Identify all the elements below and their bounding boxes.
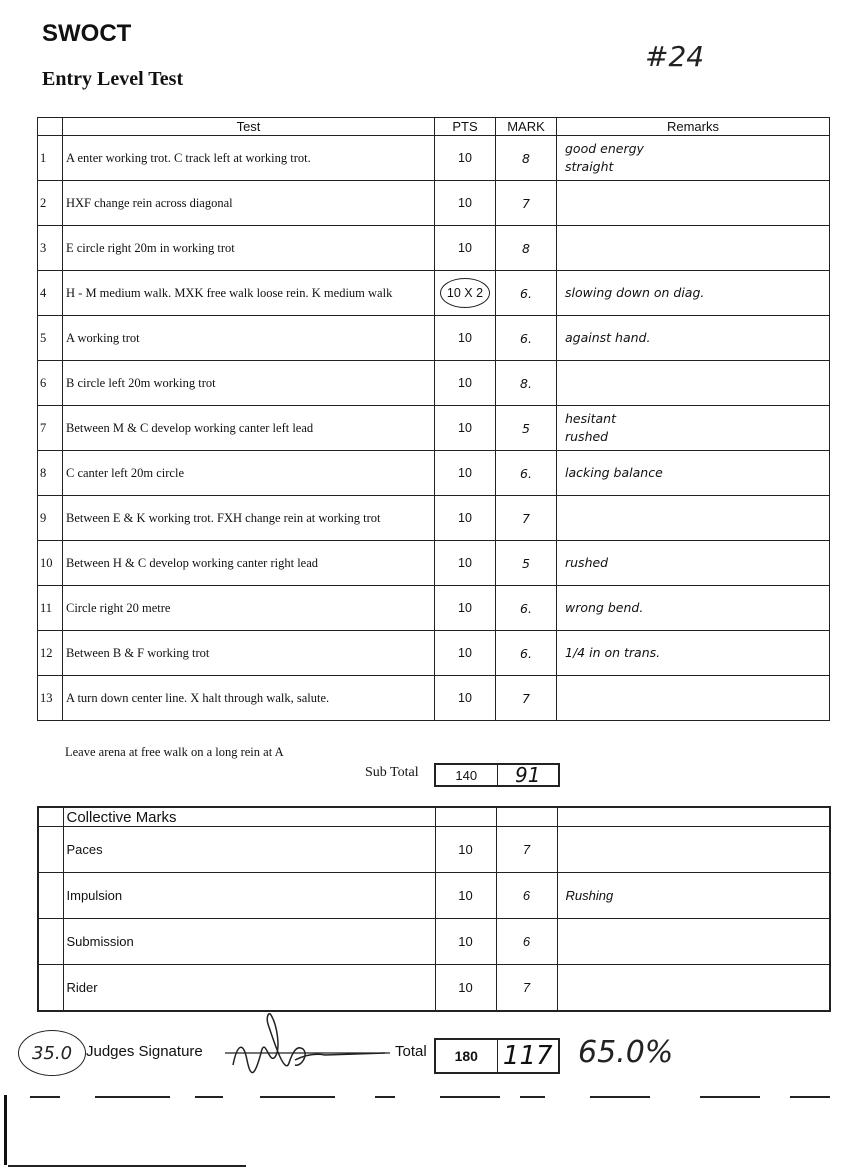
movement-number: 6 [38, 361, 63, 406]
signature-label: Judges Signature [86, 1043, 203, 1060]
divider [30, 1096, 60, 1098]
collective-mark: 6 [496, 873, 557, 919]
collective-marks-table [37, 806, 831, 1012]
points-value: 10 [458, 331, 472, 345]
collective-remark [557, 919, 830, 965]
subtotal-mark: 91 [497, 765, 559, 785]
movement-mark: 6. [496, 271, 557, 316]
movement-description: Between B & F working trot [63, 631, 435, 676]
movement-remark [557, 496, 830, 541]
points-value: 10 [458, 376, 472, 390]
collective-remark: Rushing [557, 873, 830, 919]
points-value: 10 [458, 556, 472, 570]
collective-label: Rider [63, 965, 435, 1012]
points-value: 10 [458, 646, 472, 660]
movement-number: 5 [38, 316, 63, 361]
movement-remark: wrong bend. [557, 586, 830, 631]
points-value: 10 [458, 421, 472, 435]
collective-blank-cell [38, 807, 63, 827]
movement-mark: 6. [496, 451, 557, 496]
collective-row [38, 827, 830, 873]
collective-blank-cell [496, 807, 557, 827]
points-value: 10 X 2 [440, 278, 490, 308]
movement-points [435, 361, 496, 406]
table-row [38, 136, 830, 181]
movement-description: Between M & C develop working canter left lead [63, 406, 435, 451]
total-mark: 117 [497, 1040, 559, 1072]
movement-points [435, 586, 496, 631]
divider [375, 1096, 395, 1098]
total-box [434, 1038, 560, 1074]
movement-number: 10 [38, 541, 63, 586]
divider [700, 1096, 760, 1098]
movement-number: 1 [38, 136, 63, 181]
judge-signature [225, 1005, 390, 1085]
points-value: 10 [458, 601, 472, 615]
movement-mark: 8. [496, 361, 557, 406]
movement-description: H - M medium walk. MXK free walk loose rein. K medium walk [63, 271, 435, 316]
movement-points [435, 676, 496, 721]
movement-mark: 7 [496, 676, 557, 721]
collective-remark [557, 965, 830, 1012]
movement-number: 7 [38, 406, 63, 451]
points-value: 10 [458, 691, 472, 705]
movement-description: E circle right 20m in working trot [63, 226, 435, 271]
divider [520, 1096, 545, 1098]
test-movements-table [37, 117, 830, 721]
movement-mark: 6. [496, 631, 557, 676]
collective-label: Paces [63, 827, 435, 873]
movement-points [435, 541, 496, 586]
movement-description: HXF change rein across diagonal [63, 181, 435, 226]
divider [95, 1096, 170, 1098]
test-name: Entry Level Test [42, 68, 184, 90]
movement-points [435, 271, 496, 316]
collective-points: 10 [435, 965, 496, 1012]
table-row [38, 361, 830, 406]
movement-mark: 5 [496, 541, 557, 586]
divider [590, 1096, 650, 1098]
collective-blank-cell [557, 807, 830, 827]
bottom-rule [8, 1165, 246, 1167]
collective-mark: 6 [496, 919, 557, 965]
movement-remark [557, 181, 830, 226]
collective-points: 10 [435, 919, 496, 965]
collective-blank-cell [435, 807, 496, 827]
collective-points: 10 [435, 827, 496, 873]
leave-arena-note: Leave arena at free walk on a long rein at A [65, 745, 284, 759]
movement-description: Circle right 20 metre [63, 586, 435, 631]
movement-points [435, 316, 496, 361]
movement-remark: hesitant rushed [557, 406, 830, 451]
collective-row [38, 919, 830, 965]
collective-remark [557, 827, 830, 873]
collective-title: Collective Marks [63, 807, 435, 827]
collective-blank-cell [38, 965, 63, 1012]
table-row [38, 541, 830, 586]
subtotal-box [434, 763, 560, 787]
movement-points [435, 136, 496, 181]
entry-number: #24 [645, 40, 705, 73]
movement-number: 3 [38, 226, 63, 271]
collective-blank-cell [38, 919, 63, 965]
movement-remark: lacking balance [557, 451, 830, 496]
movement-points [435, 451, 496, 496]
points-value: 10 [458, 241, 472, 255]
divider [195, 1096, 223, 1098]
points-value: 10 [458, 511, 472, 525]
movement-points [435, 181, 496, 226]
table-row [38, 631, 830, 676]
movement-description: A working trot [63, 316, 435, 361]
movement-remark [557, 226, 830, 271]
points-value: 10 [458, 196, 472, 210]
scan-edge [4, 1095, 7, 1165]
movement-description: B circle left 20m working trot [63, 361, 435, 406]
column-header-blank [38, 118, 63, 136]
collective-mark: 7 [496, 965, 557, 1012]
movement-remark: slowing down on diag. [557, 271, 830, 316]
table-row [38, 181, 830, 226]
movement-number: 11 [38, 586, 63, 631]
table-header-row [38, 118, 830, 136]
movement-number: 12 [38, 631, 63, 676]
movement-mark: 7 [496, 496, 557, 541]
movement-number: 8 [38, 451, 63, 496]
subtotal-label: Sub Total [365, 765, 419, 780]
collective-label: Impulsion [63, 873, 435, 919]
circled-collective-score: 35.0 [18, 1030, 86, 1076]
divider [260, 1096, 335, 1098]
table-row [38, 451, 830, 496]
movement-number: 9 [38, 496, 63, 541]
movement-description: A turn down center line. X halt through walk, salute. [63, 676, 435, 721]
movement-mark: 7 [496, 181, 557, 226]
table-row [38, 316, 830, 361]
table-row [38, 496, 830, 541]
column-header-pts: PTS [435, 118, 496, 136]
movement-remark [557, 676, 830, 721]
final-percentage: 65.0% [578, 1035, 674, 1070]
points-value: 10 [458, 151, 472, 165]
movement-remark [557, 361, 830, 406]
movement-points [435, 496, 496, 541]
movement-number: 4 [38, 271, 63, 316]
movement-description: A enter working trot. C track left at working trot. [63, 136, 435, 181]
form-title: SWOCT [42, 20, 132, 47]
table-row [38, 271, 830, 316]
collective-blank-cell [38, 873, 63, 919]
collective-points: 10 [435, 873, 496, 919]
subtotal-pts: 140 [455, 767, 478, 783]
movement-description: Between E & K working trot. FXH change rein at working trot [63, 496, 435, 541]
collective-header-row [38, 807, 830, 827]
collective-row [38, 873, 830, 919]
movement-points [435, 406, 496, 451]
collective-mark: 7 [496, 827, 557, 873]
collective-row [38, 965, 830, 1012]
movement-remark: 1/4 in on trans. [557, 631, 830, 676]
movement-points [435, 631, 496, 676]
movement-description: Between H & C develop working canter right lead [63, 541, 435, 586]
table-row [38, 406, 830, 451]
movement-number: 13 [38, 676, 63, 721]
movement-points [435, 226, 496, 271]
collective-blank-cell [38, 827, 63, 873]
total-label: Total [395, 1043, 427, 1060]
divider [790, 1096, 830, 1098]
divider [440, 1096, 500, 1098]
total-pts: 180 [454, 1048, 478, 1064]
column-header-remarks: Remarks [557, 118, 830, 136]
column-header-mark: MARK [496, 118, 557, 136]
movement-remark: against hand. [557, 316, 830, 361]
movement-description: C canter left 20m circle [63, 451, 435, 496]
movement-remark: rushed [557, 541, 830, 586]
table-row [38, 226, 830, 271]
movement-number: 2 [38, 181, 63, 226]
table-row [38, 586, 830, 631]
collective-label: Submission [63, 919, 435, 965]
movement-mark: 8 [496, 136, 557, 181]
column-header-test: Test [63, 118, 435, 136]
movement-mark: 6. [496, 316, 557, 361]
movement-remark: good energy straight [557, 136, 830, 181]
movement-mark: 5 [496, 406, 557, 451]
movement-mark: 8 [496, 226, 557, 271]
points-value: 10 [458, 466, 472, 480]
table-row [38, 676, 830, 721]
movement-mark: 6. [496, 586, 557, 631]
